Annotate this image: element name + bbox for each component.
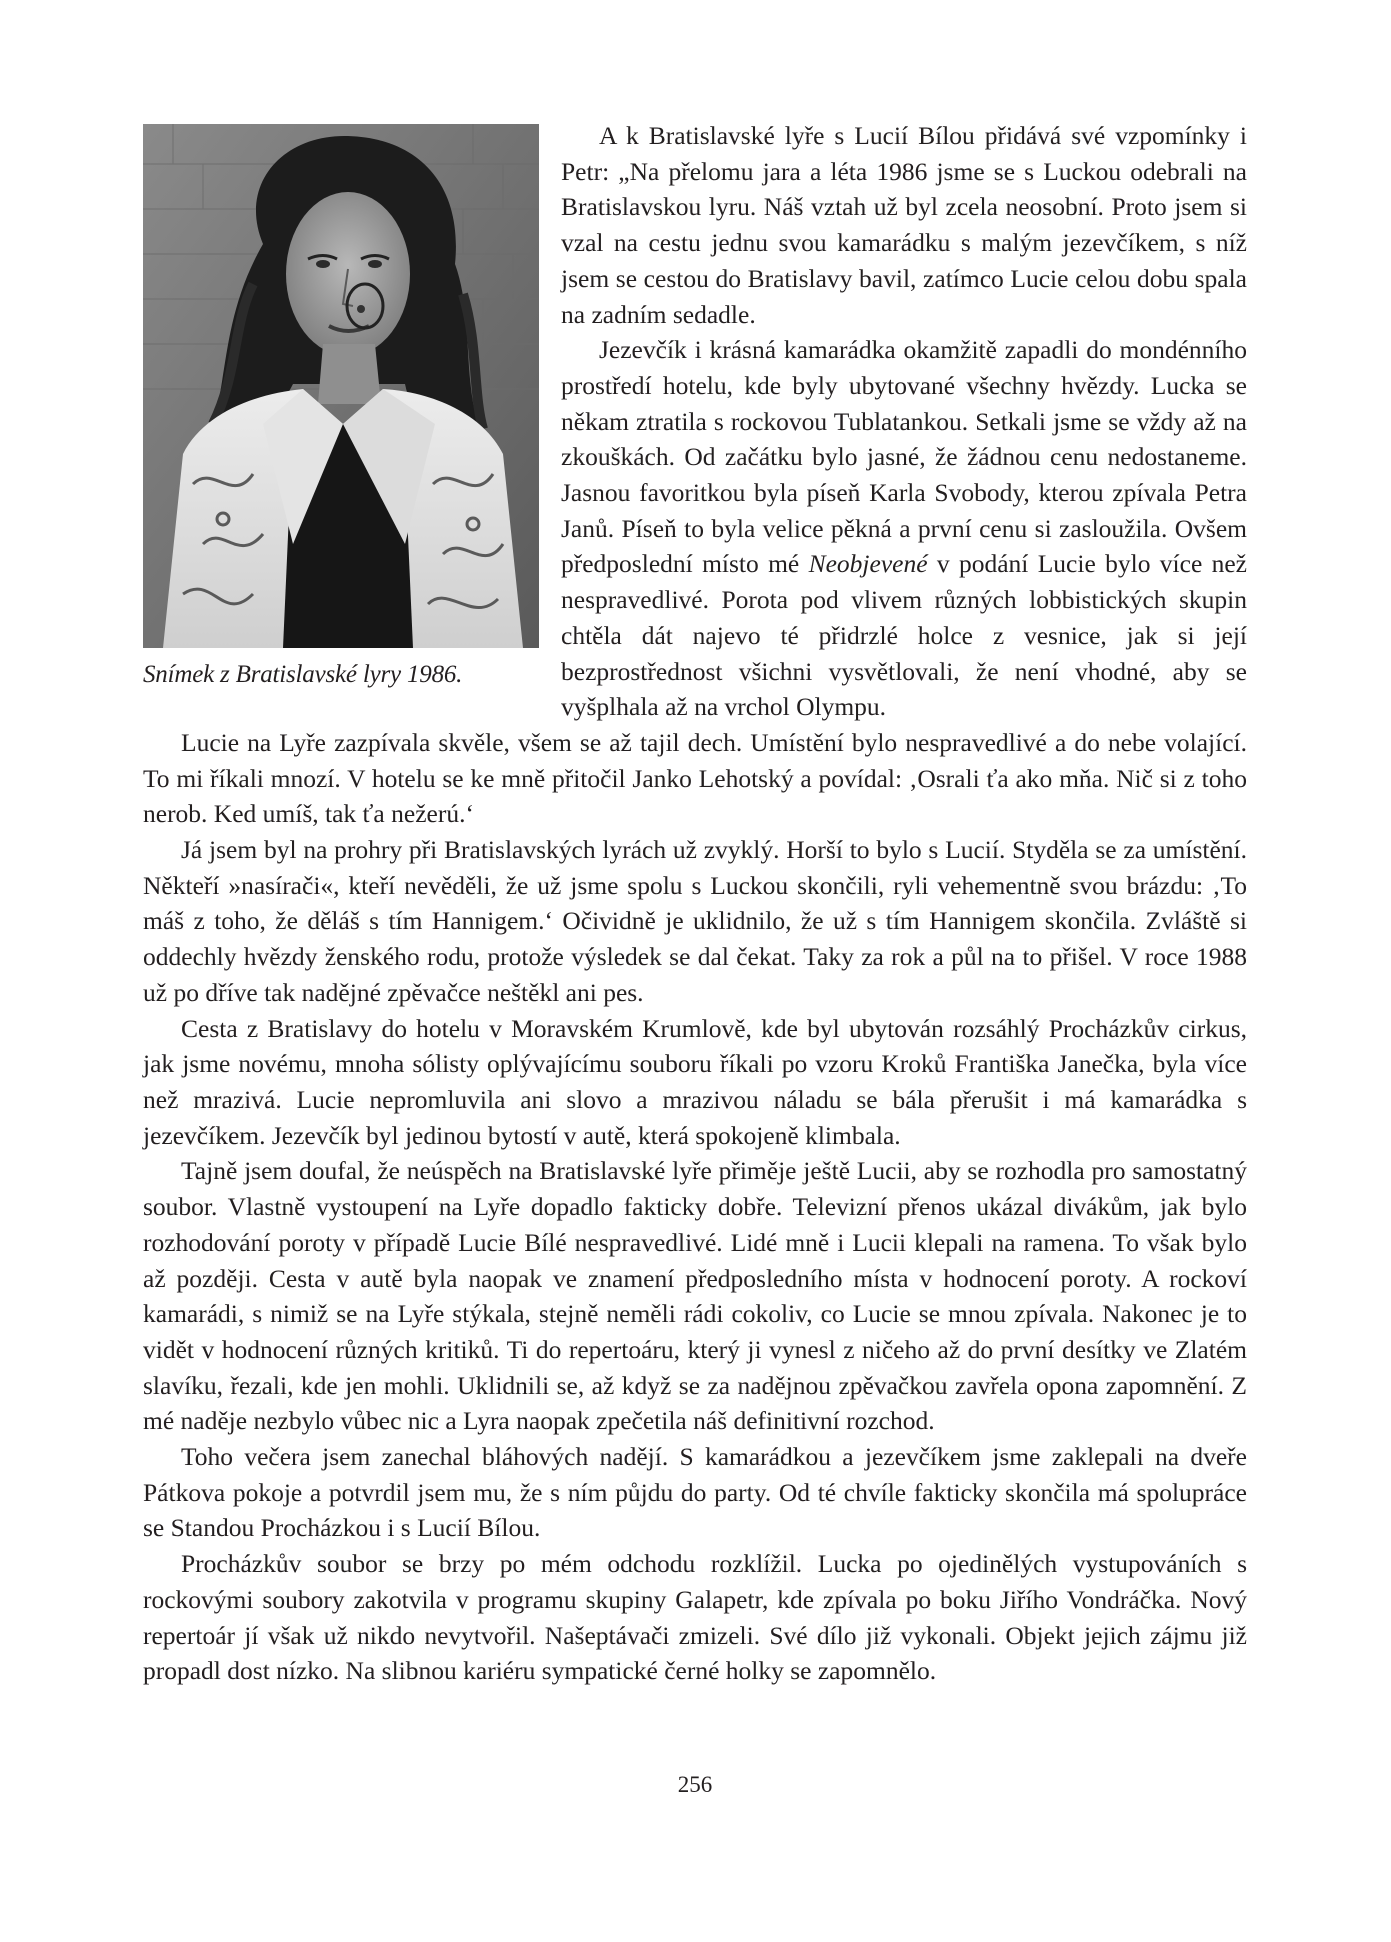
paragraph: Procházkův soubor se brzy po mém odchodu rozklížil. Lucka po ojedinělých vystupováních s rockovými soubory zakotvila v programu skupiny Galapetr, kde zpívala po boku Jiřího Vondráčka. Nový repertoár jí však už nikdo nevytvořil. Našeptávači zmizeli. Své dílo již vykonali. Objekt jejich zájmu již propadl dost nízko. Na slibnou kariéru sympatické černé holky se zapomnělo. — [143, 1549, 1247, 1686]
book-page — [143, 118, 1247, 1858]
song-title: Neobjevené — [808, 549, 928, 579]
paragraph: Jezevčík i krásná kamarádka okamžitě zapadli do mondénního prostředí hotelu, kde byly ubytované všechny hvězdy. Lucka se někam ztratila s rockovou Tublatankou. Setkali jsme se vždy až na zkouškách. Od začátku bylo jasné, že žádnou cenu nedostaneme. Jasnou favoritkou byla píseň Karla Svobody, kterou zpívala Petra Janů. Píseň to byla velice pěkná a první cenu si zasloužila. Ovšem předposlední místo mé Neobjevené v podání Lucie bylo více než nespravedlivé. Porota pod vlivem různých lobbistických skupin chtěla dát najevo té přidrzlé holce z vesnice, jak si její bezprostřednost všichni vysvětlovali, že není vhodné, aby se vyšplhala až na vrchol Olympu. — [561, 335, 1247, 722]
paragraph: Já jsem byl na prohry při Bratislavských lyrách už zvyklý. Horší to bylo s Lucií. Styděla se za umístění. Někteří »nasírači«, kteří nevěděli, že už jsme spolu s Luckou skončili, ryli vehementně svou brázdu: ‚To máš z toho, že děláš s tím Hannigem.‘ Očividně je uklidnilo, že už s tím Hannigem skončila. Zvláště si oddechly hvězdy ženského rodu, protože výsledek se dal čekat. Taky za rok a půl na to přišel. V roce 1988 už po dříve tak nadějné zpěvačce neštěkl ani pes. — [143, 835, 1247, 1007]
paragraph: Lucie na Lyře zazpívala skvěle, všem se až tajil dech. Umístění bylo nespravedlivé a do nebe volající. To mi říkali mnozí. V hotelu se ke mně přitočil Janko Lehotský a povídal: ‚Osrali ťa ako mňa. Nič si z toho nerob. Ked umíš, tak ťa nežerú.‘ — [143, 727, 1247, 829]
paragraph: Cesta z Bratislavy do hotelu v Moravském Krumlově, kde byl ubytován rozsáhlý Procházkův cirkus, jak jsme novému, mnoha sólisty oplývajícímu souboru říkali po vzoru Kroků Františka Janečka, byla více než mrazivá. Lucie nepromluvila ani slovo a mrazivou náladu se bála přerušit i má kamarádka s jezevčíkem. Jezevčík byl jedinou bytostí v autě, která spokojeně klimbala. — [143, 1013, 1247, 1150]
paragraph: Toho večera jsem zanechal bláhových nadějí. S kamarádkou a jezevčíkem jsme zaklepali na dveře Pátkova pokoje a potvrdil jsem mu, že s ním půjdu do party. Od té chvíle fakticky skončila má spolupráce se Standou Procházkou i s Lucií Bílou. — [143, 1442, 1247, 1543]
photo-caption: Snímek z Bratislavské lyry 1986. — [143, 661, 463, 688]
portrait-photo — [143, 124, 539, 648]
photo-figure — [143, 124, 541, 692]
paragraph: Tajně jsem doufal, že neúspěch na Bratislavské lyře přiměje ještě Lucii, aby se rozhodla pro samostatný soubor. Vlastně vystoupení na Lyře dopadlo fakticky dobře. Televizní přenos ukázal divákům, jak bylo rozhodování poroty v případě Lucie Bílé nespravedlivé. Lidé mně i Lucii klepali na ramena. To však bylo až později. Cesta v autě byla naopak ve znamení předposledního místa v hodnocení poroty. A rockoví kamarádi, s nimiž se na Lyře stýkala, stejně neměli rádi cokoliv, co Lucie se mnou zpívala. Nakonec je to vidět v hodnocení různých kritiků. Ti do repertoáru, který ji vynesl z ničeho až do první desítky ve Zlatém slavíku, řezali, kde jen mohli. Uklidnili se, až když se za nadějnou zpěvačkou zavřela opona zapomnění. Z mé naděje nezbylo vůbec nic a Lyra naopak zpečetila náš definitivní rozchod. — [143, 1156, 1247, 1436]
page-number: 256 — [677, 1772, 713, 1797]
paragraph: A k Bratislavské lyře s Lucií Bílou přidává své vzpomínky i Petr: „Na přelomu jara a léta 1986 jsme se s Luckou odebrali na Bratislavskou lyru. Náš vztah už byl zcela neosobní. Proto jsem si vzal na cestu jednu svou kamarádku s malým jezevčíkem, s níž jsem se cestou do Bratislavy bavil, zatímco Lucie celou dobu spala na zadním sedadle. — [561, 121, 1247, 329]
